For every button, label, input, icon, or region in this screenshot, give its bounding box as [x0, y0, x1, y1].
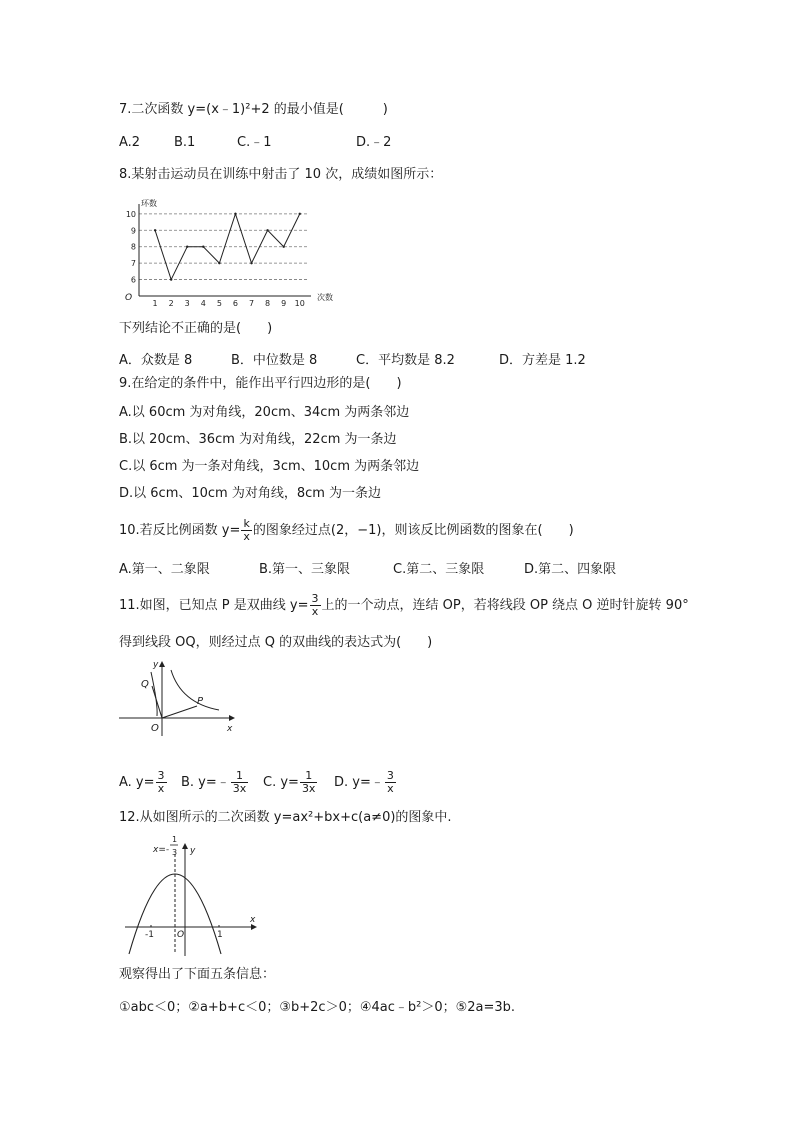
- chart-point-1: [154, 229, 156, 231]
- q11-option-a-den: x: [156, 782, 167, 795]
- q11-option-d-sign: ﹣: [370, 775, 384, 790]
- chart-x-tick-9: 9: [281, 299, 287, 306]
- q11-option-b-frac: [231, 770, 249, 795]
- chart-point-6: [234, 213, 236, 215]
- q7-option-a: A.2: [119, 135, 141, 150]
- q10-frac-num: k: [243, 517, 250, 530]
- q11-option-b: [181, 770, 249, 795]
- chart-x-tick-1: 1: [152, 299, 158, 306]
- q9-option-a: A.以 60cm 为对角线，20cm、34cm 为两条邻边: [119, 405, 410, 420]
- score-line-chart: [119, 196, 341, 306]
- q11-frac-num: 3: [311, 592, 319, 605]
- chart-y-tick-7: 7: [130, 259, 136, 269]
- q9-option-c: C.以 6cm 为一条对角线，3cm、10cm 为两条邻边: [119, 459, 420, 474]
- q8-question: 下列结论不正确的是( ): [119, 321, 273, 336]
- q11-stem: [119, 593, 689, 618]
- chart-x-tick-5: 5: [216, 299, 222, 306]
- chart-gridlines: [139, 214, 307, 280]
- q10-fraction: [241, 518, 252, 543]
- chart-y-tick-8: 8: [130, 242, 136, 252]
- q8-stem: 8.某射击运动员在训练中射击了 10 次，成绩如图所示：: [119, 167, 443, 182]
- q11-option-a-label: A. y=: [119, 775, 155, 790]
- q7-option-c: C.﹣1: [237, 135, 272, 150]
- q9-stem: 9.在给定的条件中，能作出平行四边形的是( ): [119, 376, 402, 391]
- q12-info: ①abc＜0；②a+b+c＜0；③b+2c＞0；④4ac﹣b²＞0；⑤2a=3b.: [119, 1000, 516, 1015]
- q10-option-a: A.第一、二象限: [119, 562, 210, 577]
- chart-x-tick-3: 3: [184, 299, 190, 306]
- q11-option-c-den: 3x: [301, 782, 316, 795]
- q11-option-c-frac: [300, 770, 318, 795]
- q11-label-q: Q: [141, 679, 149, 690]
- chart-ylabel: 环数: [141, 199, 157, 208]
- q12-observe: 观察得出了下面五条信息：: [119, 967, 276, 982]
- chart-point-8: [266, 229, 268, 231]
- chart-x-tick-6: 6: [232, 299, 238, 306]
- q11-option-c-label: C. y=: [263, 775, 299, 790]
- q11-option-d-den: x: [385, 782, 396, 795]
- chart-y-tick-6: 6: [130, 275, 136, 285]
- chart-x-tick-4: 4: [200, 299, 206, 306]
- q11-option-b-label: B. y=: [181, 775, 217, 790]
- q8-option-b: B．中位数是 8: [231, 353, 318, 368]
- q10-stem-after: 的图象经过点(2，−1)，则该反比例函数的图象在( ): [252, 523, 574, 538]
- q11-option-a-num: 3: [157, 769, 165, 782]
- chart-x-tick-2: 2: [168, 299, 174, 306]
- q10-option-b: B.第一、三象限: [259, 562, 351, 577]
- q8-option-a: A．众数是 8: [119, 353, 193, 368]
- q11-stem-before: 11.如图，已知点 P 是双曲线 y=: [119, 598, 309, 613]
- chart-point-5: [218, 262, 220, 264]
- q12-stem: 12.从如图所示的二次函数 y=ax²+bx+c(a≠0)的图象中.: [119, 810, 452, 825]
- chart-point-3: [186, 246, 188, 248]
- q11-label-p: P: [197, 696, 204, 707]
- q11-label-x: x: [227, 724, 233, 734]
- q11-frac-den: x: [310, 605, 321, 618]
- q11-fraction: [310, 593, 321, 618]
- q7-option-d: D.﹣2: [356, 135, 392, 150]
- q11-y-arrow: [159, 661, 165, 667]
- q11-stem-after: 上的一个动点，连结 OP，若将线段 OP 绕点 O 逆时针旋转 90°: [321, 598, 689, 613]
- q11-segment-op: [162, 706, 197, 718]
- q11-option-b-den: 3x: [232, 782, 247, 795]
- q12-label-x: x: [250, 915, 256, 925]
- q12-label-one: 1: [217, 930, 223, 940]
- q9-option-b: B.以 20cm、36cm 为对角线，22cm 为一条边: [119, 432, 397, 447]
- q11-stem-line2: 得到线段 OQ，则经过点 Q 的双曲线的表达式为( ): [119, 635, 433, 650]
- q10-stem: [119, 518, 574, 543]
- q12-parabola-figure: [119, 830, 269, 960]
- chart-y-tick-10: 10: [125, 209, 136, 219]
- q11-option-d-label: D. y=: [334, 775, 371, 790]
- q12-label-axis-eq: x=-: [153, 845, 170, 855]
- q11-option-c: [263, 770, 318, 795]
- chart-x-tick-labels: [153, 299, 305, 306]
- chart-y-tick-labels: [126, 210, 136, 285]
- q8-option-d: D．方差是 1.2: [499, 353, 586, 368]
- chart-point-4: [202, 246, 204, 248]
- q12-label-neg1: -1: [145, 930, 154, 940]
- q12-label-o: O: [177, 930, 185, 940]
- q11-option-d: [334, 770, 397, 795]
- q12-label-axis-den: 3: [172, 848, 178, 857]
- q11-hyperbola-curve: [171, 670, 219, 710]
- q9-option-d: D.以 6cm、10cm 为对角线，8cm 为一条边: [119, 486, 382, 501]
- q11-label-o: O: [151, 723, 159, 734]
- q12-label-axis-num: 1: [172, 835, 178, 844]
- chart-xlabel: 次数: [317, 293, 333, 302]
- q11-option-a-frac: [156, 770, 167, 795]
- q11-hyperbola-figure: [119, 658, 239, 738]
- q8-option-c: C．平均数是 8.2: [356, 353, 455, 368]
- chart-y-tick-9: 9: [130, 226, 136, 236]
- q11-x-arrow: [229, 715, 235, 721]
- chart-point-10: [299, 213, 301, 215]
- q10-option-c: C.第二、三象限: [393, 562, 485, 577]
- q11-option-c-num: 1: [305, 769, 313, 782]
- q10-stem-before: 10.若反比例函数 y=: [119, 523, 241, 538]
- q11-option-d-frac: [385, 770, 396, 795]
- chart-origin: O: [125, 293, 133, 303]
- q12-y-arrow: [182, 843, 188, 849]
- q7-option-b: B.1: [174, 135, 196, 150]
- q10-option-d: D.第二、四象限: [524, 562, 617, 577]
- chart-point-7: [250, 262, 252, 264]
- chart-point-9: [282, 246, 284, 248]
- q7-stem: 7.二次函数 y=(x﹣1)²+2 的最小值是( ): [119, 102, 388, 117]
- q11-option-d-num: 3: [386, 769, 394, 782]
- chart-x-tick-8: 8: [265, 299, 271, 306]
- q12-label-y: y: [190, 846, 196, 856]
- chart-x-tick-10: 10: [294, 299, 305, 306]
- chart-point-2: [170, 278, 172, 280]
- chart-x-tick-7: 7: [248, 299, 255, 306]
- q11-label-y: y: [153, 660, 159, 670]
- q11-option-b-num: 1: [236, 769, 244, 782]
- q11-option-a: [119, 770, 168, 795]
- q10-frac-den: x: [243, 530, 250, 543]
- q11-option-b-sign: ﹣: [216, 775, 230, 790]
